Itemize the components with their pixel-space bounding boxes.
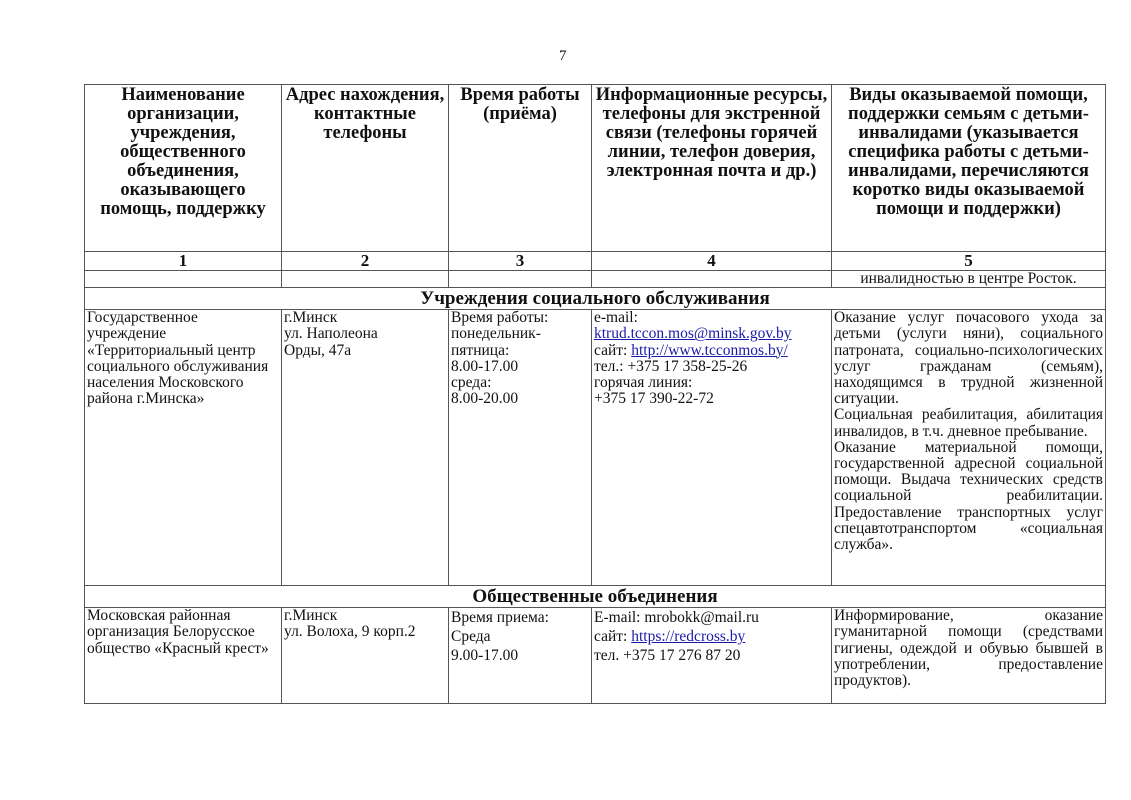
header-hours: Время работы (приёма): [449, 85, 592, 252]
phone-text: тел. +375 17 276 87 20: [594, 647, 741, 665]
contacts-cell: [592, 608, 832, 704]
header-contacts: Информационные ресурсы, телефоны для экстренной связи (телефоны горячей линии, телефон доверия, электронная почта и др.): [592, 85, 832, 252]
site-link[interactable]: https://redcross.by: [631, 628, 746, 646]
phone-text: тел.: +375 17 358-25-26: [594, 357, 748, 375]
email-label: e-mail:: [594, 309, 638, 327]
hours-line: понедельник-: [451, 325, 541, 343]
site-label: сайт:: [594, 628, 632, 646]
address-cell: [282, 310, 449, 586]
hours-line: 9.00-17.00: [451, 647, 519, 665]
column-number: 5: [832, 252, 1106, 271]
empty-cell: [449, 271, 592, 288]
hours-cell: [449, 608, 592, 704]
section-title: Общественные объединения: [85, 586, 1106, 608]
continuation-text: инвалидностью в центре Росток.: [832, 271, 1106, 288]
address-line: г.Минск: [284, 309, 338, 327]
address-line: ул. Волоха, 9 корп.2: [284, 623, 416, 641]
header-services: Виды оказываемой помощи, поддержки семьям с детьми-инвалидами (указывается специфика работы с детьми-инвалидами, перечисляются коротко виды оказываемой помощи и поддержки): [832, 85, 1106, 252]
address-line: ул. Наполеона: [284, 325, 378, 343]
section-header-row: [85, 586, 1106, 608]
hotline-phone: +375 17 390-22-72: [594, 390, 714, 408]
email-text: E-mail: mrobokk@mail.ru: [594, 609, 759, 627]
column-numbers-row: [85, 252, 1106, 271]
hours-line: Среда: [451, 628, 491, 646]
service-paragraph: Оказание услуг почасового ухода за детьми (услуги няни), социального патроната, социально-психологических услуг гражданам (семьям), находящимся в трудной жизненной ситуации.: [834, 309, 1103, 408]
hotline-label: горячая линия:: [594, 374, 693, 392]
column-number: 2: [282, 252, 449, 271]
site-link[interactable]: http://www.tcconmos.by/: [631, 341, 788, 359]
table-row: [85, 608, 1106, 704]
continuation-row: [85, 271, 1106, 288]
service-paragraph: Оказание материальной помощи, государственной адресной социальной помощи. Выдача технических средств социальной реабилитации. Предоставление транспортных услуг спецавтотранспортом «социальная служба».: [834, 438, 1103, 554]
hours-line: среда:: [451, 374, 492, 392]
address-line: г.Минск: [284, 607, 338, 625]
section-header-row: [85, 288, 1106, 310]
page-number: 7: [559, 48, 567, 64]
contacts-cell: [592, 310, 832, 586]
empty-cell: [592, 271, 832, 288]
hours-line: Время работы:: [451, 309, 549, 327]
section-title: Учреждения социального обслуживания: [85, 288, 1106, 310]
column-number: 1: [85, 252, 282, 271]
hours-line: пятница:: [451, 341, 510, 359]
hours-line: 8.00-20.00: [451, 390, 519, 408]
services-cell: [832, 608, 1106, 704]
empty-cell: [85, 271, 282, 288]
organization-cell: Московская районная организация Белорусское общество «Красный крест»: [85, 608, 282, 704]
service-paragraph: Информирование, оказание гуманитарной помощи (средствами гигиены, одеждой и обувью бывшей в употреблении, предоставление продуктов).: [834, 607, 1103, 690]
hours-cell: [449, 310, 592, 586]
header-organization: Наименование организации, учреждения, общественного объединения, оказывающего помощь, поддержку: [85, 85, 282, 252]
address-cell: [282, 608, 449, 704]
hours-line: Время приема:: [451, 609, 549, 627]
services-cell: [832, 310, 1106, 586]
column-number: 3: [449, 252, 592, 271]
table-header-row: [85, 85, 1106, 252]
services-table: [84, 84, 1106, 704]
site-label: сайт:: [594, 341, 632, 359]
email-link[interactable]: ktrud.tccon.mos@minsk.gov.by: [594, 325, 792, 343]
organization-cell: Государственное учреждение «Территориальный центр социального обслуживания населения Московского района г.Минска»: [85, 310, 282, 586]
empty-cell: [282, 271, 449, 288]
header-address: Адрес нахождения, контактные телефоны: [282, 85, 449, 252]
address-line: Орды, 47а: [284, 341, 352, 359]
hours-line: 8.00-17.00: [451, 357, 519, 375]
column-number: 4: [592, 252, 832, 271]
table-row: [85, 310, 1106, 586]
service-paragraph: Социальная реабилитация, абилитация инвалидов, в т.ч. дневное пребывание.: [834, 406, 1103, 440]
